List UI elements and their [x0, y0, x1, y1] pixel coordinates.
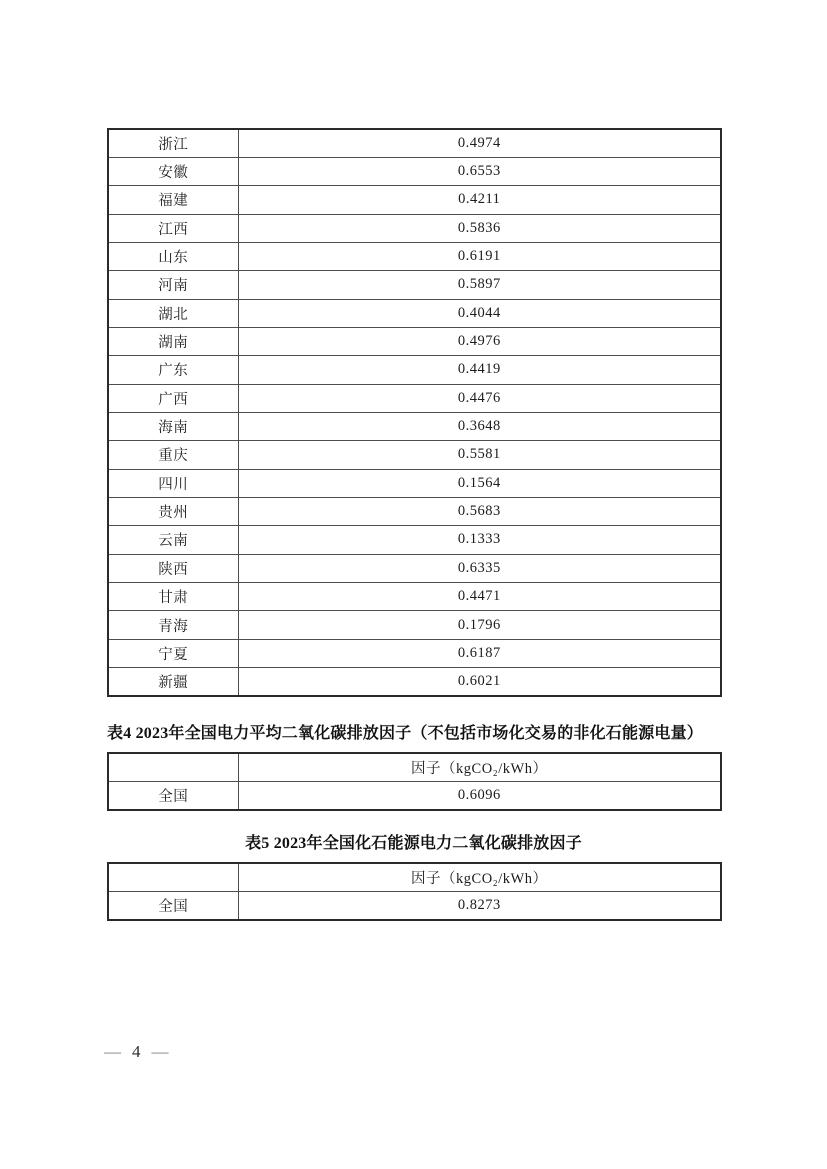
province-rows	[108, 129, 721, 696]
fossil-energy-factor-table	[107, 862, 722, 921]
table-row	[108, 469, 721, 497]
factor-value-cell: 0.4471	[238, 583, 721, 611]
region-cell: 江西	[108, 214, 238, 242]
region-cell: 海南	[108, 412, 238, 440]
footer-dash-left: —	[104, 1042, 121, 1061]
region-cell: 陕西	[108, 554, 238, 582]
table-row	[108, 526, 721, 554]
factor-value-cell: 0.6191	[238, 242, 721, 270]
region-cell: 河南	[108, 271, 238, 299]
region-cell: 广西	[108, 384, 238, 412]
factor-value-cell: 0.1796	[238, 611, 721, 639]
factor-unit-header: 因子（kgCO₂/kWh）	[238, 753, 721, 782]
factor-value-cell: 0.5897	[238, 271, 721, 299]
region-cell: 福建	[108, 186, 238, 214]
table-row	[108, 129, 721, 157]
table4-caption: 表4 2023年全国电力平均二氧化碳排放因子（不包括市场化交易的非化石能源电量）	[107, 725, 704, 742]
table-row	[108, 384, 721, 412]
table-row	[108, 271, 721, 299]
table-row	[108, 441, 721, 469]
table-row	[108, 583, 721, 611]
region-cell: 安徽	[108, 157, 238, 185]
factor-value-cell: 0.4044	[238, 299, 721, 327]
factor-value-cell: 0.3648	[238, 412, 721, 440]
empty-header-cell	[108, 863, 238, 892]
region-cell: 新疆	[108, 668, 238, 696]
table-row	[108, 892, 721, 921]
factor-unit-header: 因子（kgCO₂/kWh）	[238, 863, 721, 892]
province-emission-factor-table	[107, 128, 722, 697]
factor-value-cell: 0.6335	[238, 554, 721, 582]
table-row	[108, 356, 721, 384]
region-cell: 湖北	[108, 299, 238, 327]
factor-value-cell: 0.5581	[238, 441, 721, 469]
factor-value-cell: 0.4476	[238, 384, 721, 412]
table-row	[108, 157, 721, 185]
factor-value-cell: 0.8273	[238, 892, 721, 921]
table-row	[108, 497, 721, 525]
region-cell: 重庆	[108, 441, 238, 469]
factor-value-cell: 0.6096	[238, 782, 721, 811]
table-row	[108, 668, 721, 696]
table-row	[108, 554, 721, 582]
region-cell: 宁夏	[108, 639, 238, 667]
table-header-row	[108, 863, 721, 892]
region-cell: 云南	[108, 526, 238, 554]
factor-value-cell: 0.6187	[238, 639, 721, 667]
table-row	[108, 299, 721, 327]
region-cell: 全国	[108, 782, 238, 811]
region-cell: 贵州	[108, 497, 238, 525]
region-cell: 浙江	[108, 129, 238, 157]
empty-header-cell	[108, 753, 238, 782]
factor-value-cell: 0.6021	[238, 668, 721, 696]
factor-value-cell: 0.5683	[238, 497, 721, 525]
region-cell: 山东	[108, 242, 238, 270]
factor-value-cell: 0.4976	[238, 327, 721, 355]
table-row	[108, 611, 721, 639]
footer-dash-right: —	[151, 1042, 169, 1061]
table-row	[108, 412, 721, 440]
factor-value-cell: 0.1333	[238, 526, 721, 554]
region-cell: 青海	[108, 611, 238, 639]
factor-value-cell: 0.1564	[238, 469, 721, 497]
table-row	[108, 214, 721, 242]
region-cell: 广东	[108, 356, 238, 384]
table5-caption: 表5 2023年全国化石能源电力二氧化碳排放因子	[245, 835, 582, 852]
page-number	[104, 1042, 169, 1062]
factor-value-cell: 0.4974	[238, 129, 721, 157]
table-row	[108, 242, 721, 270]
table-row	[108, 327, 721, 355]
factor-value-cell: 0.6553	[238, 157, 721, 185]
footer-page-number: 4	[132, 1042, 141, 1061]
factor-value-cell: 0.4211	[238, 186, 721, 214]
region-cell: 甘肃	[108, 583, 238, 611]
table-header-row	[108, 753, 721, 782]
region-cell: 湖南	[108, 327, 238, 355]
national-average-factor-table	[107, 752, 722, 811]
factor-value-cell: 0.4419	[238, 356, 721, 384]
factor-value-cell: 0.5836	[238, 214, 721, 242]
region-cell: 全国	[108, 892, 238, 921]
table-row	[108, 186, 721, 214]
table-row	[108, 782, 721, 811]
region-cell: 四川	[108, 469, 238, 497]
table-row	[108, 639, 721, 667]
